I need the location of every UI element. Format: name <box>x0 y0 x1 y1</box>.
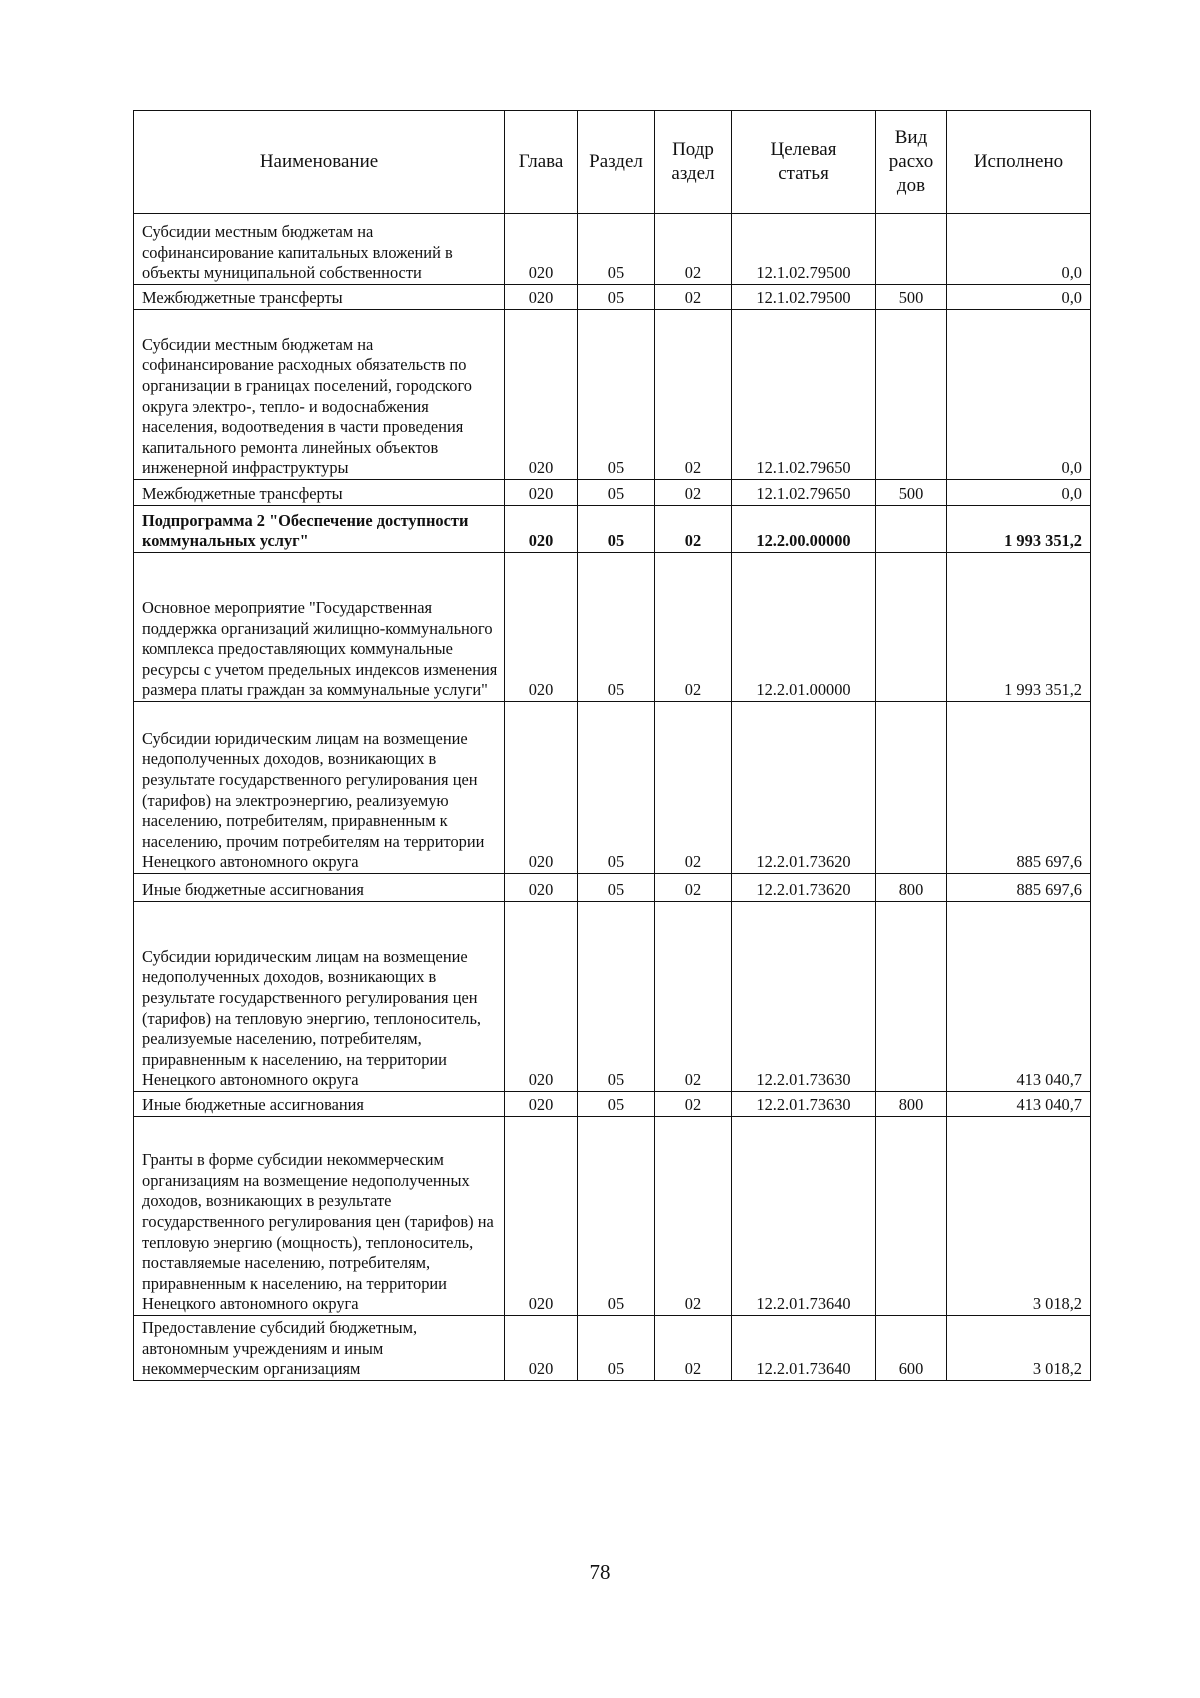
row-name: Гранты в форме субсидии некоммерческим организациям на возмещение недополученных доходов, возникающих в результате государственного регулирования цен (тарифов) на тепловую энергию (мощность), теплоноситель, поставляемые населению, потребителям, приравненным к населению, на территории Ненецкого автономного округа <box>134 1117 505 1316</box>
row-section: 05 <box>578 1316 655 1381</box>
row-executed: 1 993 351,2 <box>947 553 1091 702</box>
table-row <box>134 702 1091 874</box>
header-section: Раздел <box>578 111 655 214</box>
row-executed: 3 018,2 <box>947 1117 1091 1316</box>
row-expense-type <box>876 702 947 874</box>
row-section: 05 <box>578 902 655 1092</box>
row-name: Основное мероприятие "Государственная поддержка организаций жилищно-коммунального комплекса предоставляющих коммунальные ресурсы с учетом предельных индексов изменения размера платы граждан за коммунальные услуги" <box>134 553 505 702</box>
row-subsection: 02 <box>655 285 732 310</box>
row-executed: 0,0 <box>947 480 1091 506</box>
row-executed: 413 040,7 <box>947 902 1091 1092</box>
row-chapter: 020 <box>505 702 578 874</box>
page-number: 78 <box>589 1560 611 1584</box>
table-row <box>134 902 1091 1092</box>
row-chapter: 020 <box>505 902 578 1092</box>
header-chapter: Глава <box>505 111 578 214</box>
row-name: Иные бюджетные ассигнования <box>134 1092 505 1117</box>
row-name: Субсидии юридическим лицам на возмещение недополученных доходов, возникающих в результате государственного регулирования цен (тарифов) на электроэнергию, реализуемую населению, потребителям, приравненным к населению, прочим потребителям на территории Ненецкого автономного округа <box>134 702 505 874</box>
table-row <box>134 285 1091 310</box>
row-executed: 3 018,2 <box>947 1316 1091 1381</box>
row-target-article: 12.2.01.73640 <box>732 1117 876 1316</box>
row-name: Иные бюджетные ассигнования <box>134 874 505 902</box>
row-section: 05 <box>578 214 655 285</box>
row-expense-type: 500 <box>876 285 947 310</box>
table-row <box>134 874 1091 902</box>
row-executed: 0,0 <box>947 310 1091 480</box>
row-chapter: 020 <box>505 506 578 553</box>
row-expense-type: 800 <box>876 874 947 902</box>
row-executed: 1 993 351,2 <box>947 506 1091 553</box>
row-chapter: 020 <box>505 480 578 506</box>
row-section: 05 <box>578 506 655 553</box>
row-executed: 0,0 <box>947 285 1091 310</box>
table-row <box>134 553 1091 702</box>
row-chapter: 020 <box>505 1316 578 1381</box>
row-subsection: 02 <box>655 480 732 506</box>
row-target-article: 12.2.01.73640 <box>732 1316 876 1381</box>
row-section: 05 <box>578 480 655 506</box>
row-subsection: 02 <box>655 1117 732 1316</box>
row-target-article: 12.2.01.73620 <box>732 874 876 902</box>
table-row <box>134 1092 1091 1117</box>
row-name: Предоставление субсидий бюджетным, автономным учреждениям и иным некоммерческим организациям <box>134 1316 505 1381</box>
row-target-article: 12.1.02.79500 <box>732 214 876 285</box>
row-expense-type <box>876 553 947 702</box>
row-section: 05 <box>578 1117 655 1316</box>
row-target-article: 12.1.02.79500 <box>732 285 876 310</box>
row-name: Субсидии местным бюджетам на софинансирование капитальных вложений в объекты муниципальной собственности <box>134 214 505 285</box>
row-section: 05 <box>578 553 655 702</box>
row-expense-type: 600 <box>876 1316 947 1381</box>
row-chapter: 020 <box>505 285 578 310</box>
row-subsection: 02 <box>655 214 732 285</box>
header-name: Наименование <box>134 111 505 214</box>
row-subsection: 02 <box>655 902 732 1092</box>
row-expense-type <box>876 1117 947 1316</box>
header-row <box>134 111 1091 214</box>
row-name: Субсидии местным бюджетам на софинансирование расходных обязательств по организации в границах поселений, городского округа электро-, тепло- и водоснабжения населения, водоотведения в части проведения капитального ремонта линейных объектов инженерной инфраструктуры <box>134 310 505 480</box>
row-executed: 885 697,6 <box>947 874 1091 902</box>
table-row-subprogram <box>134 506 1091 553</box>
row-expense-type <box>876 310 947 480</box>
row-chapter: 020 <box>505 874 578 902</box>
row-executed: 0,0 <box>947 214 1091 285</box>
row-subsection: 02 <box>655 506 732 553</box>
row-target-article: 12.1.02.79650 <box>732 310 876 480</box>
row-expense-type <box>876 902 947 1092</box>
table-row <box>134 1316 1091 1381</box>
row-executed: 413 040,7 <box>947 1092 1091 1117</box>
row-name: Межбюджетные трансферты <box>134 480 505 506</box>
row-section: 05 <box>578 702 655 874</box>
row-target-article: 12.2.01.73630 <box>732 902 876 1092</box>
row-chapter: 020 <box>505 553 578 702</box>
row-expense-type <box>876 214 947 285</box>
row-name: Субсидии юридическим лицам на возмещение недополученных доходов, возникающих в результате государственного регулирования цен (тарифов) на тепловую энергию, теплоноситель, реализуемые населению, потребителям, приравненным к населению, на территории Ненецкого автономного округа <box>134 902 505 1092</box>
row-subsection: 02 <box>655 553 732 702</box>
row-target-article: 12.2.00.00000 <box>732 506 876 553</box>
table-row <box>134 480 1091 506</box>
row-target-article: 12.1.02.79650 <box>732 480 876 506</box>
row-subsection: 02 <box>655 310 732 480</box>
row-expense-type: 800 <box>876 1092 947 1117</box>
header-subsection: Подр аздел <box>655 111 732 214</box>
row-target-article: 12.2.01.73630 <box>732 1092 876 1117</box>
row-executed: 885 697,6 <box>947 702 1091 874</box>
row-name: Межбюджетные трансферты <box>134 285 505 310</box>
row-name: Подпрограмма 2 "Обеспечение доступности коммунальных услуг" <box>134 506 505 553</box>
row-chapter: 020 <box>505 1117 578 1316</box>
row-subsection: 02 <box>655 702 732 874</box>
row-section: 05 <box>578 310 655 480</box>
header-target-article: Целевая статья <box>732 111 876 214</box>
table-row <box>134 310 1091 480</box>
budget-execution-table <box>133 110 1091 1381</box>
row-subsection: 02 <box>655 1316 732 1381</box>
header-executed: Исполнено <box>947 111 1091 214</box>
row-target-article: 12.2.01.00000 <box>732 553 876 702</box>
row-chapter: 020 <box>505 1092 578 1117</box>
row-section: 05 <box>578 1092 655 1117</box>
row-subsection: 02 <box>655 874 732 902</box>
header-expense-type: Вид расхо дов <box>876 111 947 214</box>
table-row <box>134 1117 1091 1316</box>
row-expense-type <box>876 506 947 553</box>
table-row <box>134 214 1091 285</box>
row-chapter: 020 <box>505 214 578 285</box>
row-target-article: 12.2.01.73620 <box>732 702 876 874</box>
row-expense-type: 500 <box>876 480 947 506</box>
row-subsection: 02 <box>655 1092 732 1117</box>
row-section: 05 <box>578 285 655 310</box>
row-section: 05 <box>578 874 655 902</box>
row-chapter: 020 <box>505 310 578 480</box>
